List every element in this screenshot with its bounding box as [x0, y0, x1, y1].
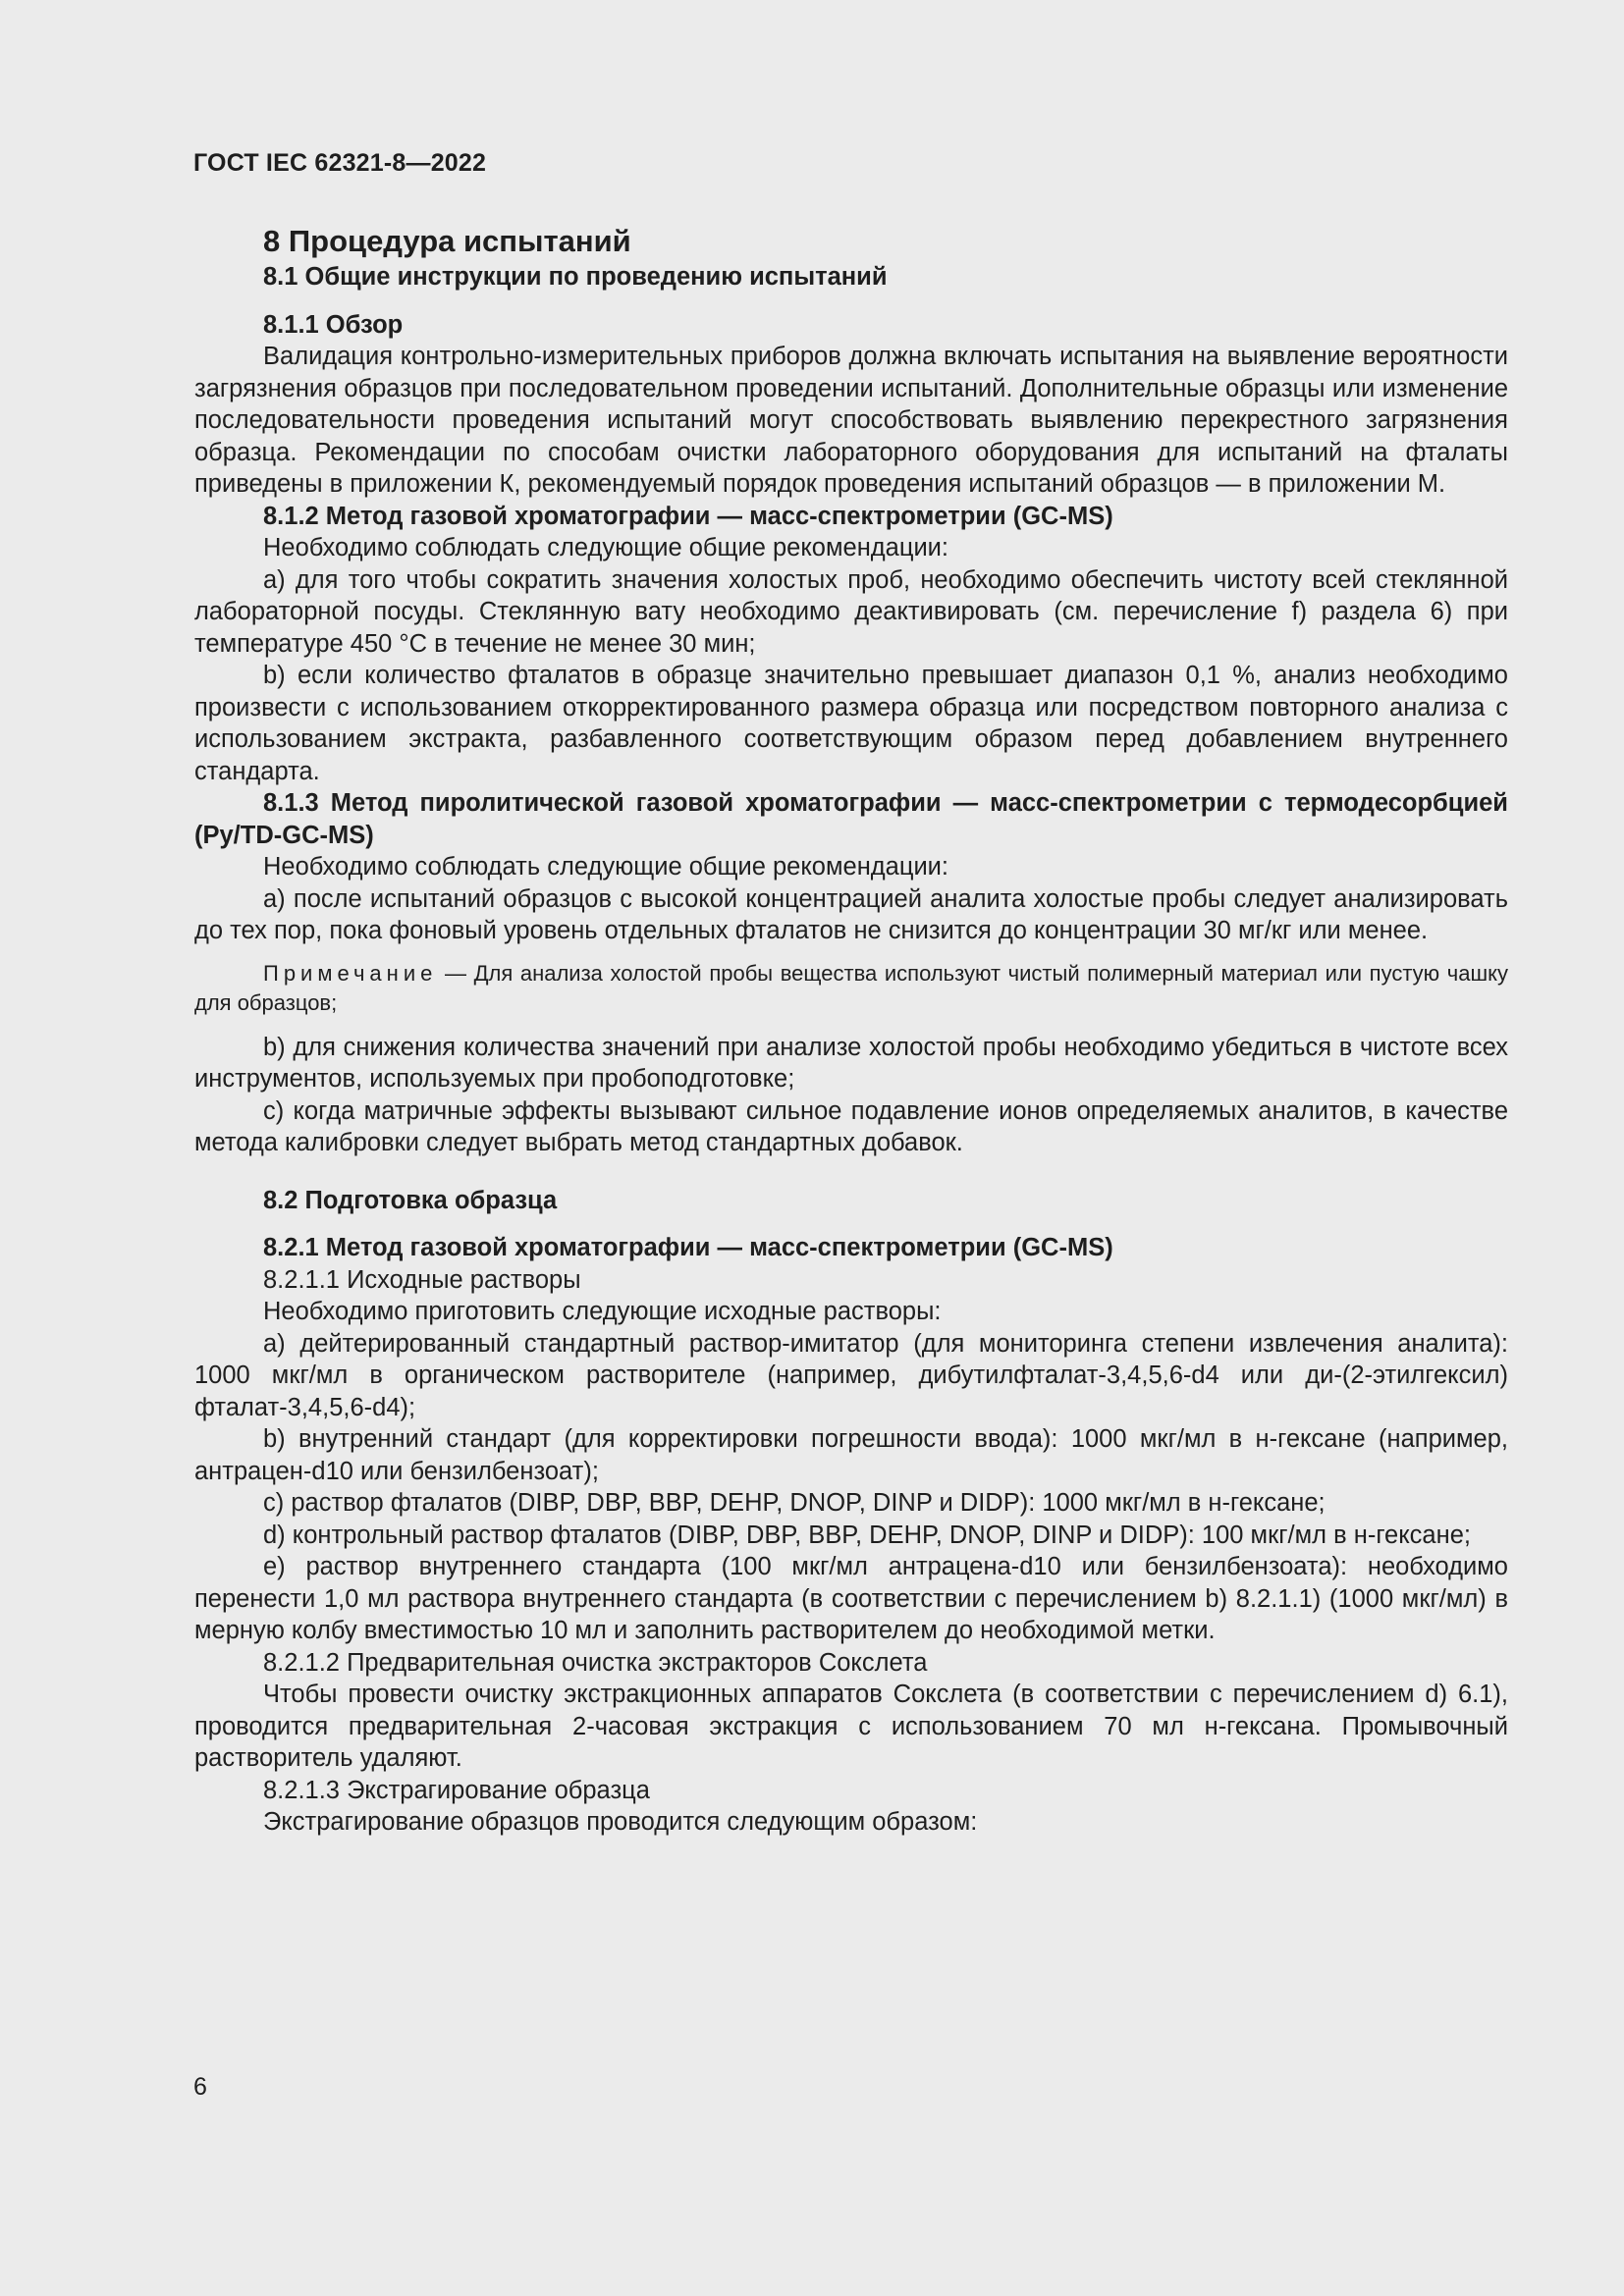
section-8-1-1-title: 8.1.1 Обзор [263, 310, 404, 339]
section-8-1-2-title: 8.1.2 Метод газовой хроматографии — масс-спектрометрии (GC-MS) [263, 502, 1113, 530]
section-8-2-1-1-item-a: a) дейтерированный стандартный раствор-имитатор (для мониторинга степени извлечения аналита): 1000 мкг/мл в органическом растворителе (например, дибутилфталат-3,4,5,6-d4 или ди-(2-этилгексил) фталат-3,4,5,6-d4); [194, 1329, 1508, 1421]
section-8-2-1-2-title: 8.2.1.2 Предварительная очистка экстракторов Сокслета [263, 1648, 928, 1677]
section-8-1-2-item-b: b) если количество фталатов в образце значительно превышает диапазон 0,1 %, анализ необходимо произвести с использованием откорректированного размера образца или посредством повторного анализа с использованием экстракта, разбавленного соответствующим образом перед добавлением внутреннего стандарта. [194, 662, 1508, 785]
section-8-1-3-item-a: a) после испытаний образцов с высокой концентрацией аналита холостые пробы следует анализировать до тех пор, пока фоновый уровень отдельных фталатов не снизится до концентрации 30 мг/кг или менее. [194, 884, 1508, 944]
document-header: ГОСТ IEC 62321-8—2022 [193, 149, 487, 177]
section-8-1-1-text: Валидация контрольно-измерительных приборов должна включать испытания на выявление вероятности загрязнения образцов при последовательном проведении испытаний. Дополнительные образцы или изменение последовательности проведения испытаний могут способствовать выявлению перекрестного загрязнения образца. Рекомендации по способам очистки лабораторного оборудования для испытаний на фталаты приведены в приложении К, рекомендуемый порядок проведения испытаний образцов — в приложении М. [194, 343, 1508, 498]
section-8-2-1-3-text: Экстрагирование образцов проводится следующим образом: [263, 1808, 978, 1836]
section-8-2-1-2-text: Чтобы провести очистку экстракционных аппаратов Сокслета (в соответствии с перечислением d) 6.1), проводится предварительная 2-часовая экстракция с использованием 70 мл н-гексана. Промывочный растворитель удаляют. [194, 1681, 1508, 1772]
document-body [194, 222, 1508, 1839]
section-8-1-3-item-c: c) когда матричные эффекты вызывают сильное подавление ионов определяемых аналитов, в качестве метода калибровки следует выбрать метод стандартных добавок. [194, 1096, 1508, 1156]
section-8-2-1-1-item-c: c) раствор фталатов (DIBP, DBP, BBP, DEHP, DNOP, DINP и DIDP): 1000 мкг/мл в н-гексане; [263, 1489, 1326, 1517]
section-8-1-3-item-b: b) для снижения количества значений при анализе холостой пробы необходимо убедиться в чистоте всех инструментов, используемых при пробоподготовке; [194, 1033, 1508, 1093]
section-8-2-1-1-item-b: b) внутренний стандарт (для корректировки погрешности ввода): 1000 мкг/мл в н-гексане (например, антрацен-d10 или бензилбензоат); [194, 1425, 1508, 1485]
section-8-2-1-1-item-e: e) раствор внутреннего стандарта (100 мкг/мл антрацена-d10 или бензилбензоата): необходимо перенести 1,0 мл раствора внутреннего стандарта (в соответствии с перечислением b) 8.2.1.1) (1000 мкг/мл) в мерную колбу вместимостью 10 мл и заполнить растворителем до необходимой метки. [194, 1553, 1508, 1644]
note [194, 959, 1508, 1018]
section-8-2-1-1-item-d: d) контрольный раствор фталатов (DIBP, DBP, BBP, DEHP, DNOP, DINP и DIDP): 100 мкг/мл в н-гексане; [263, 1521, 1471, 1549]
section-8-1-3-title: 8.1.3 Метод пиролитической газовой хроматографии — масс-спектрометрии с термодесорбцией (Py/TD-GC-MS) [194, 789, 1508, 849]
section-8-1-title: 8.1 Общие инструкции по проведению испытаний [263, 263, 888, 291]
section-8-2-1-title: 8.2.1 Метод газовой хроматографии — масс-спектрометрии (GC-MS) [263, 1234, 1113, 1261]
section-8-2-1-1-intro: Необходимо приготовить следующие исходные растворы: [263, 1298, 942, 1325]
section-8-1-2-intro: Необходимо соблюдать следующие общие рекомендации: [263, 534, 949, 561]
section-8-1-2-item-a: a) для того чтобы сократить значения холостых проб, необходимо обеспечить чистоту всей стеклянной лабораторной посуды. Стеклянную вату необходимо деактивировать (см. перечисление f) раздела 6) при температуре 450 °С в течение не менее 30 мин; [194, 565, 1508, 658]
page-number: 6 [193, 2073, 207, 2101]
section-8-1-3-intro: Необходимо соблюдать следующие общие рекомендации: [263, 853, 949, 881]
section-8-title: 8 Процедура испытаний [263, 224, 631, 258]
note-label: Примечание [263, 960, 438, 986]
section-8-2-1-3-title: 8.2.1.3 Экстрагирование образца [263, 1776, 650, 1804]
note-text: — Для анализа холостой пробы вещества используют чистый полимерный материал или пустую чашку для образцов; [194, 960, 1508, 1015]
section-8-2-1-1-title: 8.2.1.1 Исходные растворы [263, 1265, 581, 1294]
section-8-2-title: 8.2 Подготовка образца [263, 1186, 558, 1214]
